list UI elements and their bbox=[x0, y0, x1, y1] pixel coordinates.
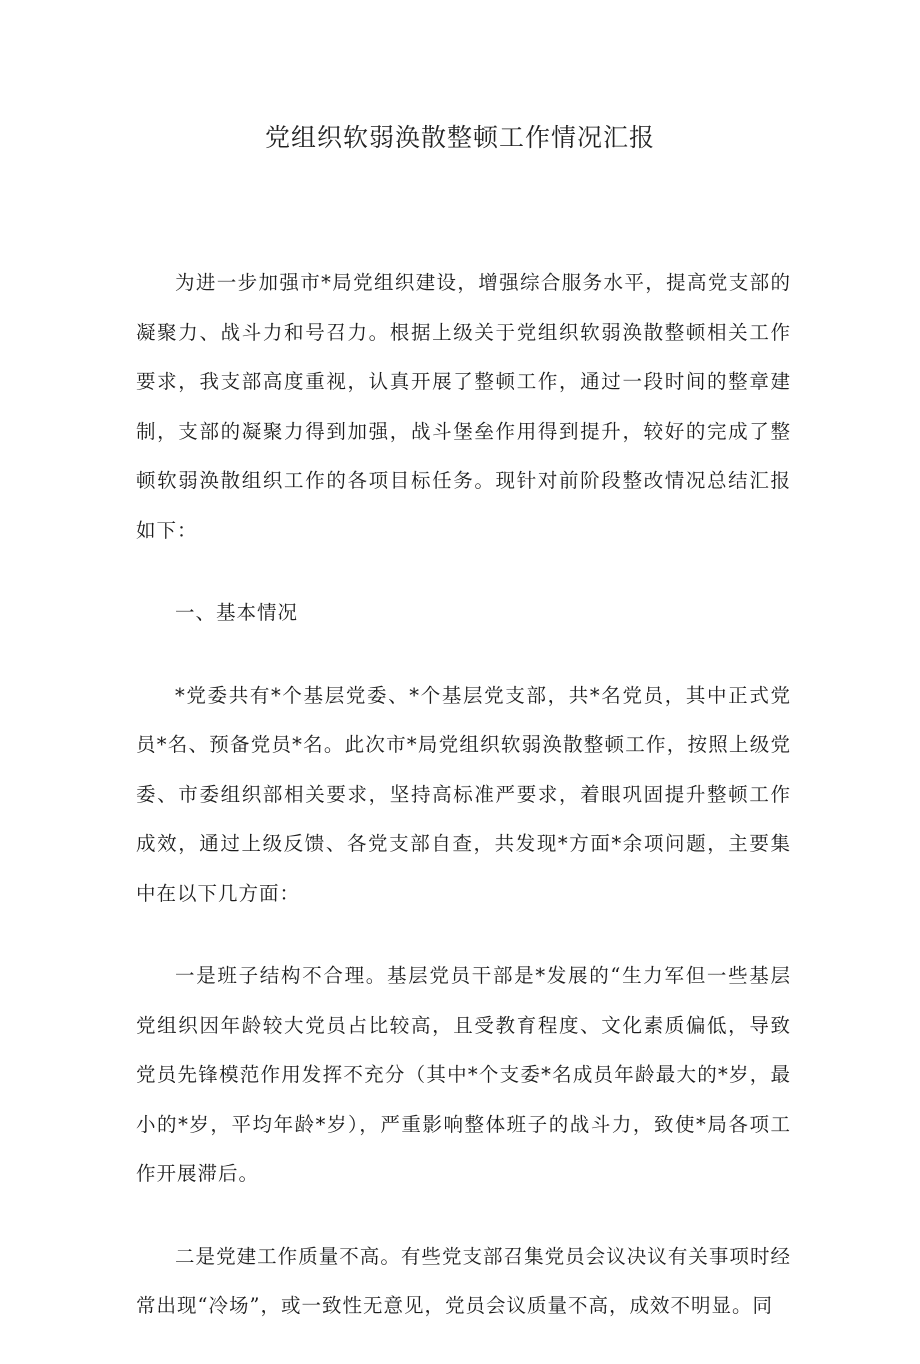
section-heading-basic-situation: 一、基本情况 bbox=[175, 601, 299, 624]
document-body bbox=[136, 258, 791, 1364]
problem-paragraph-2: 二是党建工作质量不高。有些党支部召集党员会议决议有关事项时经常出现“冷场”，或一致性无意见，党员会议质量不高，成效不明显。同 bbox=[136, 1244, 791, 1317]
problem-paragraph-1: 一是班子结构不合理。基层党员干部是*发展的“生力军但一些基层党组织因年龄较大党员占比较高，且受教育程度、文化素质偏低，导致党员先锋模范作用发挥不充分（其中*个支委*名成员年龄最大的*岁，最小的*岁，平均年龄*岁），严重影响整体班子的战斗力，致使*局各项工作开展滞后。 bbox=[136, 964, 791, 1185]
document-title: 党组织软弱涣散整顿工作情况汇报 bbox=[264, 123, 655, 152]
basic-situation-paragraph: *党委共有*个基层党委、*个基层党支部，共*名党员，其中正式党员*名、预备党员*名。此次市*局党组织软弱涣散整顿工作，按照上级党委、市委组织部相关要求，坚持高标准严要求，着眼巩固提升整顿工作成效，通过上级反馈、各党支部自查，共发现*方面*余项问题，主要集中在以下几方面： bbox=[136, 683, 791, 905]
intro-paragraph: 为进一步加强市*局党组织建设，增强综合服务水平，提高党支部的凝聚力、战斗力和号召力。根据上级关于党组织软弱涣散整顿相关工作要求，我支部高度重视，认真开展了整顿工作，通过一段时间的整章建制，支部的凝聚力得到加强，战斗堡垒作用得到提升，较好的完成了整顿软弱涣散组织工作的各项目标任务。现针对前阶段整改情况总结汇报如下： bbox=[136, 271, 791, 542]
